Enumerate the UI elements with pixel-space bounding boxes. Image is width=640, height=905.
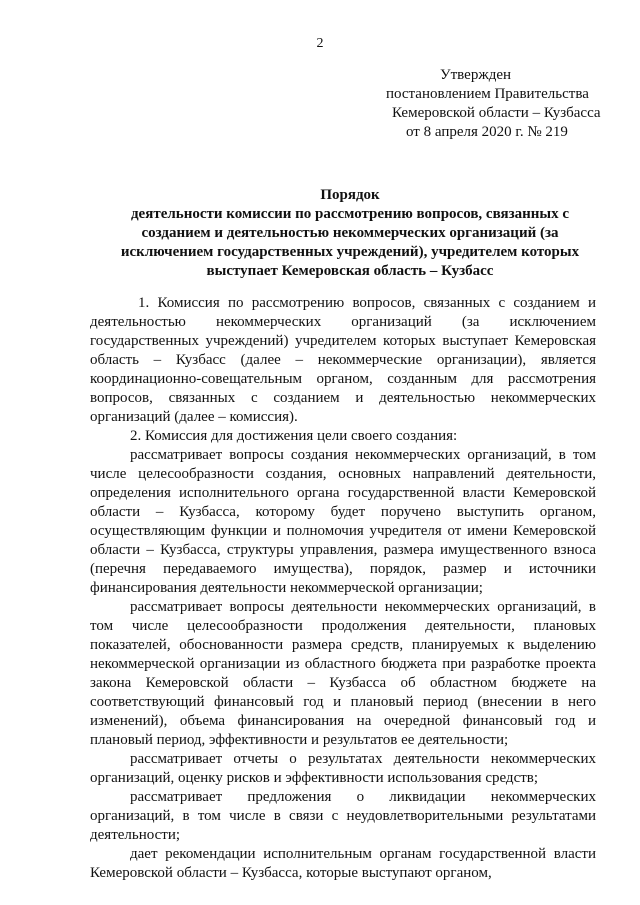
paragraph-7: дает рекомендации исполнительным органам государственной власти Кемеровской области – Кузбасса, которые выступают органом,	[90, 846, 596, 881]
approval-line-date: от 8 апреля 2020 г. № 219	[406, 124, 568, 140]
approval-stamp	[372, 66, 612, 142]
paragraph-2: 2. Комиссия для достижения цели своего создания:	[130, 428, 458, 444]
paragraph-5: рассматривает отчеты о результатах деятельности некоммерческих организаций, оценку рисков и эффективности использования средств;	[90, 751, 596, 786]
approval-line-resolution: постановлением Правительства	[386, 86, 589, 102]
approval-line-region: Кемеровской области – Кузбасса	[392, 105, 601, 121]
paragraph-6: рассматривает предложения о ликвидации некоммерческих организаций, в том числе в связи с неудовлетворительными результатами деятельности;	[90, 789, 596, 843]
title-line-4: исключением государственных учреждений), учредителем которых	[120, 244, 580, 260]
paragraph-3: рассматривает вопросы создания некоммерческих организаций, в том числе целесообразности создания, основных направлений деятельности, определения исполнительного органа государственной власти Кемеровской области – Кузбасса, которому будет поручено выступить органом, осуществляющим функции и полномочия учредителя от имени Кемеровской области – Кузбасса, структуры управления, размера имущественного взноса (перечня передаваемого имущества), порядок, размер и источники финансирования деятельности некоммерческой организации;	[90, 447, 596, 596]
title-line-1: Порядок	[320, 187, 380, 203]
page-number: 2	[316, 36, 324, 51]
document-title	[90, 186, 610, 281]
title-line-5: выступает Кемеровская область – Кузбасс	[206, 263, 494, 279]
paragraph-1: 1. Комиссия по рассмотрению вопросов, связанных с созданием и деятельностью некоммерческих организаций (за исключением государственных учреждений) учредителем которых выступает Кемеровская область – Кузбасс (далее – некоммерческие организации), является координационно-совещательным органом, созданным для рассмотрения вопросов, связанных с созданием и деятельностью некоммерческих организаций (далее – комиссия).	[90, 295, 596, 425]
document-body	[90, 294, 596, 883]
title-line-2: деятельности комиссии по рассмотрению вопросов, связанных с	[130, 206, 570, 222]
approval-line-approved: Утвержден	[440, 67, 512, 83]
title-line-3: созданием и деятельностью некоммерческих организаций (за	[141, 225, 559, 241]
paragraph-4: рассматривает вопросы деятельности некоммерческих организаций, в том числе целесообразности продолжения деятельности, плановых показателей, обоснованности размера средств, планируемых к выделению некоммерческой организации из областного бюджета при разработке проекта закона Кемеровской области – Кузбасса об областном бюджете на соответствующий финансовый год и плановый период (внесении в него изменений), объема финансирования на очередной финансовый год и плановый период, эффективности и результатов ее деятельности;	[90, 599, 596, 748]
